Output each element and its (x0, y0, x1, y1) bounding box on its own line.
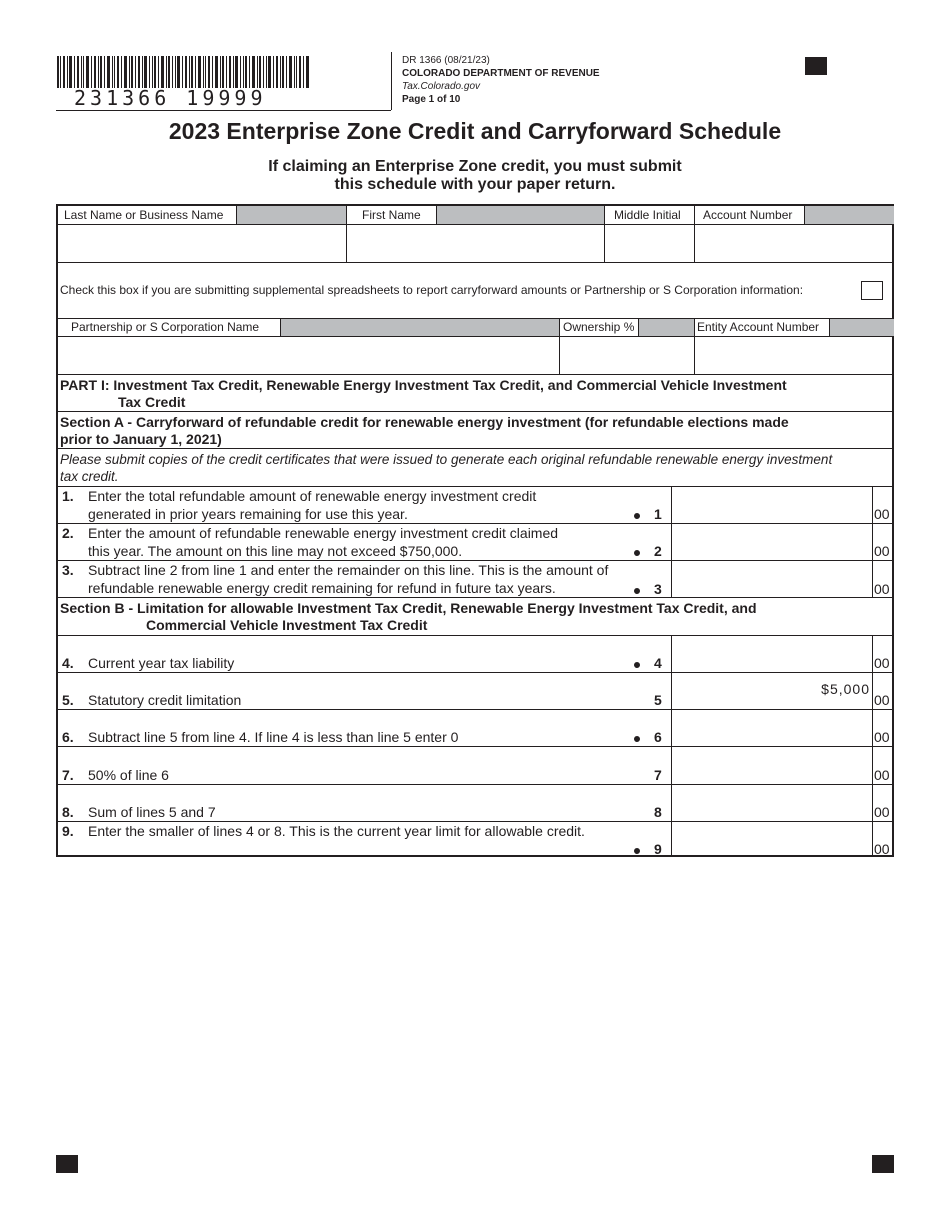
line-6-description (62, 728, 458, 746)
line-7-number: 7. (62, 767, 74, 783)
line-2-cents: 00 (874, 543, 890, 559)
line-8-cents: 00 (874, 804, 890, 820)
account-number-label: Account Number (703, 208, 793, 222)
website-link[interactable]: Tax.Colorado.gov (402, 81, 481, 92)
rule (58, 597, 894, 598)
line-1-text-1: Enter the total refundable amount of renewable energy investment credit (88, 488, 537, 504)
label-shade (236, 206, 346, 224)
ownership-label: Ownership % (563, 320, 635, 334)
line-3-label: 3 (654, 581, 662, 597)
subtitle-line-1: If claiming an Enterprise Zone credit, you must submit (268, 158, 682, 175)
line-2-label: 2 (654, 543, 662, 559)
line-9-amount-input[interactable] (671, 822, 872, 857)
sectionA-title-line-1: Section A - Carryforward of refundable credit for renewable energy investment (for refundable elections made (60, 414, 789, 430)
sectionA-note-line-2: tax credit. (60, 469, 119, 484)
line-9-description (62, 822, 585, 840)
line-6-cents: 00 (874, 729, 890, 745)
rule (58, 448, 894, 449)
line-4-description (62, 654, 234, 672)
line-3-number: 3. (62, 562, 74, 578)
line-6-bullet-icon (634, 736, 640, 742)
line-3-description (62, 561, 608, 597)
line-7-amount-input[interactable] (671, 747, 872, 784)
line-2-text-2: this year. The amount on this line may not exceed $750,000. (88, 543, 463, 559)
header-vertical-divider (391, 52, 392, 110)
line-1-amount-input[interactable] (671, 487, 872, 523)
line-2-text-1: Enter the amount of refundable renewable energy investment credit claimed (88, 525, 559, 541)
line-5-number: 5. (62, 692, 74, 708)
rule (872, 486, 873, 597)
registration-mark-top-right (805, 57, 827, 75)
line-8-amount-input[interactable] (671, 785, 872, 821)
middle-initial-label: Middle Initial (614, 208, 681, 222)
rule (872, 635, 873, 857)
rule (829, 318, 830, 336)
middle-initial-input[interactable] (605, 225, 694, 262)
supplemental-text: Check this box if you are submitting supplemental spreadsheets to report carryforward amounts or Partnership or S Corporation information: (60, 283, 804, 297)
line-9-bullet-icon (634, 848, 640, 854)
line-9-label: 9 (654, 841, 662, 857)
line-9-number: 9. (62, 823, 74, 839)
line-6-number: 6. (62, 729, 74, 745)
form-title: 2023 Enterprise Zone Credit and Carryforward Schedule (168, 118, 782, 144)
barcode-image (57, 56, 309, 88)
line-1-label: 1 (654, 506, 662, 522)
ownership-percent-input[interactable] (560, 337, 694, 374)
label-shade (804, 206, 894, 224)
rule (58, 411, 894, 412)
department-name: COLORADO DEPARTMENT OF REVENUE (402, 68, 600, 79)
sectionA-note-line-1: Please submit copies of the credit certificates that were issued to generate each original refundable renewable energy investment (60, 452, 833, 467)
line-4-amount-input[interactable] (671, 636, 872, 672)
sectionA-title (60, 414, 789, 448)
label-shade (829, 319, 894, 336)
line-7-text: 50% of line 6 (88, 767, 169, 783)
sectionB-title-line-1: Section B - Limitation for allowable Investment Tax Credit, Renewable Energy Investment Tax Credit, and (60, 600, 757, 616)
line-2-bullet-icon (634, 550, 640, 556)
rule (58, 672, 894, 673)
line-6-text: Subtract line 5 from line 4. If line 4 is less than line 5 enter 0 (88, 729, 459, 745)
part1-title (60, 377, 787, 411)
line-8-label: 8 (654, 804, 662, 820)
partnership-name-label: Partnership or S Corporation Name (71, 320, 260, 334)
label-shade (436, 206, 604, 224)
line-5-description (62, 691, 241, 709)
line-1-bullet-icon (634, 513, 640, 519)
supplemental-checkbox[interactable] (861, 281, 883, 300)
rule (58, 374, 894, 375)
line-1-text-2: generated in prior years remaining for use this year. (88, 506, 408, 522)
rule (671, 635, 672, 857)
line-3-text-1: Subtract line 2 from line 1 and enter the remainder on this line. This is the amount of (88, 562, 609, 578)
line-5-text: Statutory credit limitation (88, 692, 242, 708)
label-shade (638, 319, 694, 336)
last-name-label: Last Name or Business Name (64, 208, 224, 222)
header-divider (56, 110, 391, 111)
form-subtitle (0, 158, 950, 194)
line-2-description (62, 524, 558, 560)
line-7-description (62, 766, 169, 784)
line-8-description (62, 803, 216, 821)
line-2-number: 2. (62, 525, 74, 541)
sectionB-title-line-2: Commercial Vehicle Investment Tax Credit (146, 617, 428, 633)
partnership-name-input[interactable] (58, 337, 559, 374)
line-4-label: 4 (654, 655, 662, 671)
first-name-input[interactable] (347, 225, 604, 262)
line-2-amount-input[interactable] (671, 524, 872, 560)
line-9-text: Enter the smaller of lines 4 or 8. This is the current year limit for allowable credit. (88, 823, 585, 839)
first-name-label: First Name (362, 208, 421, 222)
line-5-preprinted-value: $5,000 (821, 681, 870, 697)
line-1-number: 1. (62, 488, 74, 504)
line-4-text: Current year tax liability (88, 655, 235, 671)
line-9-cents: 00 (874, 841, 890, 857)
label-shade (280, 319, 559, 336)
line-8-text: Sum of lines 5 and 7 (88, 804, 216, 820)
rule (58, 262, 894, 263)
line-1-cents: 00 (874, 506, 890, 522)
line-1-description (62, 487, 536, 523)
rule (436, 206, 437, 224)
account-number-input[interactable] (695, 225, 894, 262)
line-5-cents: 00 (874, 692, 890, 708)
rule (638, 318, 639, 336)
line-4-cents: 00 (874, 655, 890, 671)
subtitle-line-2: this schedule with your paper return. (334, 176, 616, 193)
line-3-amount-input[interactable] (671, 561, 872, 597)
line-7-label: 7 (654, 767, 662, 783)
line-3-cents: 00 (874, 581, 890, 597)
entity-account-label: Entity Account Number (697, 320, 820, 334)
sectionB-title (60, 600, 757, 634)
line-6-label: 6 (654, 729, 662, 745)
line-7-cents: 00 (874, 767, 890, 783)
sectionA-title-line-2: prior to January 1, 2021) (60, 431, 222, 447)
line-8-number: 8. (62, 804, 74, 820)
sectionA-note (60, 451, 832, 485)
line-3-text-2: refundable renewable energy credit remaining for refund in future tax years. (88, 580, 556, 596)
part1-title-line-2: Tax Credit (118, 394, 186, 410)
line-4-bullet-icon (634, 662, 640, 668)
line-4-number: 4. (62, 655, 74, 671)
last-name-input[interactable] (58, 225, 346, 262)
line-6-amount-input[interactable] (671, 710, 872, 746)
page-number: Page 1 of 10 (402, 94, 461, 105)
barcode-number: 231366 19999 (74, 86, 267, 110)
form-grid (56, 204, 894, 857)
rule (671, 486, 672, 597)
line-5-label: 5 (654, 692, 662, 708)
entity-account-input[interactable] (695, 337, 894, 374)
rule (804, 206, 805, 224)
form-id: DR 1366 (08/21/23) (402, 55, 490, 66)
form-meta (402, 54, 600, 106)
rule (280, 318, 281, 336)
part1-title-line-1: PART I: Investment Tax Credit, Renewable Energy Investment Tax Credit, and Commercial Vehicle Investment (60, 377, 787, 393)
registration-mark-bottom-right (872, 1155, 894, 1173)
registration-mark-bottom-left (56, 1155, 78, 1173)
rule (236, 206, 237, 224)
line-3-bullet-icon (634, 588, 640, 594)
